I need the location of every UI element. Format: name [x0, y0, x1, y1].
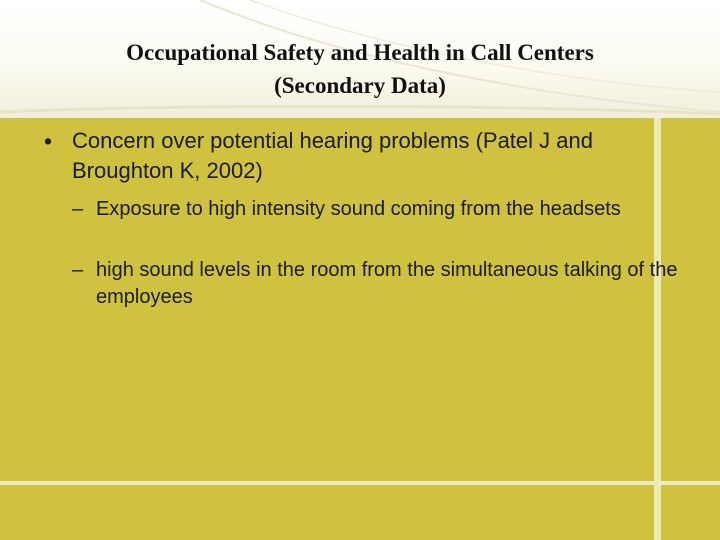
- horizontal-accent-line: [0, 481, 720, 485]
- sub-bullet-text: high sound levels in the room from the simultaneous talking of the employees: [96, 259, 678, 308]
- bullet-marker: •: [44, 128, 53, 154]
- slide-title-line-1: Occupational Safety and Health in Call Centers: [126, 40, 594, 65]
- sub-bullet-marker: –: [72, 259, 84, 281]
- sub-bullet-text: Exposure to high intensity sound coming from the headsets: [96, 198, 621, 220]
- sub-bullet-marker: –: [72, 198, 84, 220]
- bullet-text: Concern over potential hearing problems (Patel J and Broughton K, 2002): [72, 128, 593, 183]
- slide-title: [60, 36, 660, 102]
- slide-title-line-2: (Secondary Data): [274, 73, 446, 98]
